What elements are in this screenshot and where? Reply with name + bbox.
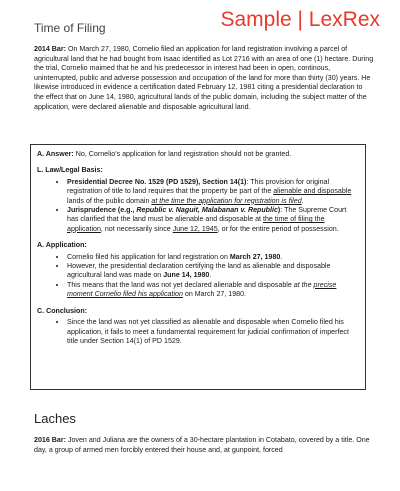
- conclusion-list: [37, 318, 359, 346]
- underlined-text: the time of filing the application: [67, 215, 325, 233]
- bold-date: March 27, 1980: [229, 252, 281, 261]
- conclusion-heading: C. Conclusion:: [37, 306, 88, 315]
- bar-question-text: Joven and Juliana are the owners of a 30-hectare plantation in Cotabato, covered by a title. One day, a group of armed men forcibly entered their house and, at gunpoint, forced: [34, 436, 370, 454]
- answer-text: No, Cornelio's application for land registration should not be granted.: [75, 150, 292, 158]
- application-text: .: [209, 271, 212, 280]
- italic-text: at the: [293, 280, 314, 289]
- jur-text: , or for the entire period of possession.: [217, 224, 339, 233]
- application-item: [67, 253, 359, 262]
- law-item-pd1529: [67, 178, 359, 206]
- application-heading: A. Application:: [37, 241, 87, 250]
- emphasis-text: precise moment Cornelio filed his application: [67, 280, 337, 299]
- page-heading: Time of Filing: [34, 21, 106, 35]
- bar-question-2016: [34, 436, 374, 455]
- law-list: [37, 178, 359, 234]
- underlined-date: June 12, 1945: [172, 224, 218, 233]
- application-text: Cornelio filed his application for land registration on: [67, 252, 230, 261]
- jur-text: : The Supreme Court has clarified that the land must be alienable and disposable at: [67, 206, 347, 224]
- application-text: However, the presidential declaration certifying the land as alienable and disposable agricultural land was made on: [67, 262, 331, 280]
- conclusion-item: • Since the land was not yet classified as alienable and disposable when Cornelio filed his application, it fails to meet a fundamental requirement for judicial confirmation of imperfect title under Section 14(1) of PD 1529.: [67, 318, 359, 346]
- application-item: [67, 262, 359, 281]
- answer-label: A. Answer:: [37, 150, 74, 158]
- bold-date: June 14, 1980: [163, 271, 210, 280]
- section-heading-laches: Laches: [34, 411, 76, 426]
- law-text: lands of the public domain: [67, 196, 152, 205]
- underlined-text: alienable and disposable: [273, 187, 352, 196]
- bar-question-text: On March 27, 1980, Cornelio filed an application for land registration involving a parcel of agricultural land that he had bought from Isaac identified as Lot 2716 with an area of one (1) hectare. During the trial, Cornelio maimed that he and his predecessor in interest had been in open, continous, uninterrupted, public and adverse possession and occupation of the land for more than thirty (30) years. He likewise introduced in evidence a certification dated February 12, 1981 citing a presidential declaration to the effect that on June 14, 1980, agricultural lands of the public domain, including the subject matter of the application, were declared alienable and disposable agricultural land.: [34, 45, 374, 111]
- jur-label-b: ): [277, 206, 281, 215]
- application-text: on March 27, 1980.: [182, 290, 247, 299]
- law-text: .: [301, 196, 304, 205]
- law-item-jurisprudence: [67, 206, 359, 234]
- jur-text: , not necessarily since: [100, 224, 173, 233]
- application-item: [67, 281, 359, 300]
- case-names: Republic v. Naguit, Malabanan v. Republic: [136, 206, 278, 215]
- bar-label: 2014 Bar:: [34, 45, 66, 53]
- emphasis-text: at the time the application for registration is filed: [151, 196, 302, 205]
- law-text: : This provision for original registration of title to land requires that the property be part of the: [67, 177, 330, 196]
- jur-label: [67, 206, 280, 214]
- answer-box: [30, 144, 366, 390]
- bar-label: 2016 Bar:: [34, 436, 66, 444]
- jur-label-a: Jurisprudence (e.g.,: [67, 206, 137, 215]
- application-text: This means that the land was not yet declared alienable and disposable: [67, 280, 294, 289]
- bar-question-2014: [34, 45, 374, 112]
- application-list: [37, 253, 359, 300]
- application-text: .: [280, 252, 283, 261]
- watermark-text: Sample | LexRex: [220, 8, 380, 31]
- law-heading: L. Law/Legal Basis:: [37, 166, 103, 175]
- answer-line: [37, 150, 359, 159]
- pd-title: Presidential Decree No. 1529 (PD 1529), Section 14(1): [67, 177, 247, 186]
